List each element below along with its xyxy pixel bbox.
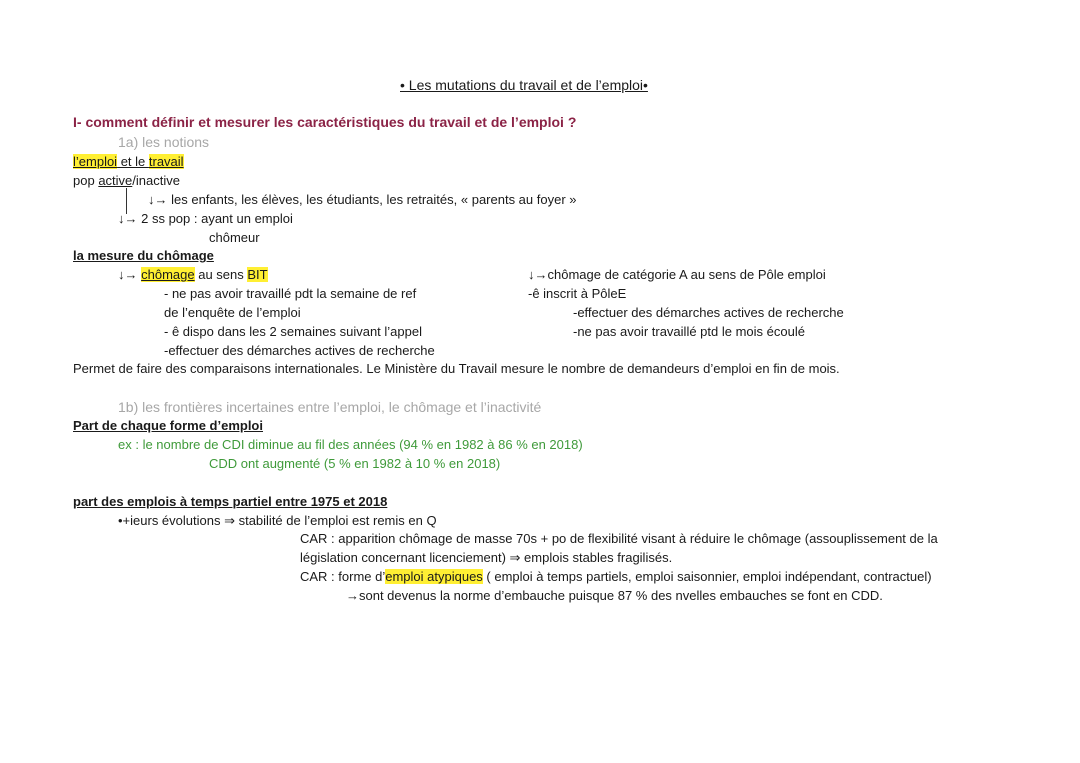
bit-item: - ne pas avoir travaillé pdt la semaine de ref <box>164 286 417 301</box>
car-line-1-cont: législation concernant licenciement) ⇒ emplois stables fragilisés. <box>300 550 673 565</box>
car2-prefix: CAR : forme d’ <box>300 569 386 584</box>
example-cdi: ex : le nombre de CDI diminue au fil des années (94 % en 1982 à 86 % en 2018) <box>118 437 583 452</box>
norme-line: →sont devenus la norme d’embauche puisque 87 % des nvelles embauches se font en CDD. <box>346 588 883 603</box>
part-forme-emploi-heading: Part de chaque forme d’emploi <box>73 418 263 433</box>
pop-line <box>73 173 180 189</box>
bit-mid-text: au sens <box>194 267 248 282</box>
pop-label: pop <box>73 173 99 188</box>
highlight-bit: BIT <box>247 267 268 282</box>
emploi-travail-heading <box>73 154 184 170</box>
text-et-le: et le <box>117 154 149 169</box>
permet-paragraph: Permet de faire des comparaisons internationales. Le Ministère du Travail mesure le nombre de demandeurs d’emploi en fin de mois. <box>73 361 840 376</box>
temps-partiel-heading: part des emplois à temps partiel entre 1975 et 2018 <box>73 494 388 509</box>
inactive-branch: ↓→ les enfants, les élèves, les étudiants, les retraités, « parents au foyer » <box>148 192 577 207</box>
inactive-word: /inactive <box>132 173 180 188</box>
chomeur-text: chômeur <box>209 230 260 245</box>
bit-item: de l’enquête de l’emploi <box>164 305 301 320</box>
subsection-notions: 1a) les notions <box>118 134 210 150</box>
pole-emploi-heading: ↓→chômage de catégorie A au sens de Pôle emploi <box>528 267 826 282</box>
highlight-travail: travail <box>148 154 184 169</box>
arrow-icon: ↓→ <box>118 267 142 282</box>
car-line-1: CAR : apparition chômage de masse 70s + po de flexibilité visant à réduire le chômage (assouplissement de la <box>300 531 938 546</box>
pole-item: -ne pas avoir travaillé ptd le mois écoulé <box>573 324 805 339</box>
bit-item: -effectuer des démarches actives de recherche <box>164 343 435 358</box>
pole-item: -effectuer des démarches actives de recherche <box>573 305 844 320</box>
car-line-2 <box>300 569 932 585</box>
bit-item: - ê dispo dans les 2 semaines suivant l’appel <box>164 324 422 339</box>
highlight-emploi: l’emploi <box>73 154 118 169</box>
page-title: • Les mutations du travail et de l’emploi• <box>400 77 648 93</box>
example-cdd: CDD ont augmenté (5 % en 1982 à 10 % en 2018) <box>209 456 501 471</box>
active-branch: ↓→ 2 ss pop : ayant un emploi <box>118 211 293 226</box>
highlight-chomage: chômage <box>141 267 195 282</box>
subsection-frontieres: 1b) les frontières incertaines entre l’emploi, le chômage et l’inactivité <box>118 399 542 415</box>
section-heading: I- comment définir et mesurer les caractéristiques du travail et de l’emploi ? <box>73 114 577 130</box>
pole-item: -ê inscrit à PôleE <box>528 286 627 301</box>
evolutions-line: •+ieurs évolutions ⇒ stabilité de l’emploi est remis en Q <box>118 513 437 528</box>
highlight-emploi-atypiques: emploi atypiques <box>385 569 483 584</box>
bit-heading <box>118 267 268 283</box>
mesure-chomage-heading: la mesure du chômage <box>73 248 214 263</box>
car2-suffix: ( emploi à temps partiels, emploi saisonnier, emploi indépendant, contractuel) <box>482 569 932 584</box>
active-word: active <box>98 173 133 188</box>
